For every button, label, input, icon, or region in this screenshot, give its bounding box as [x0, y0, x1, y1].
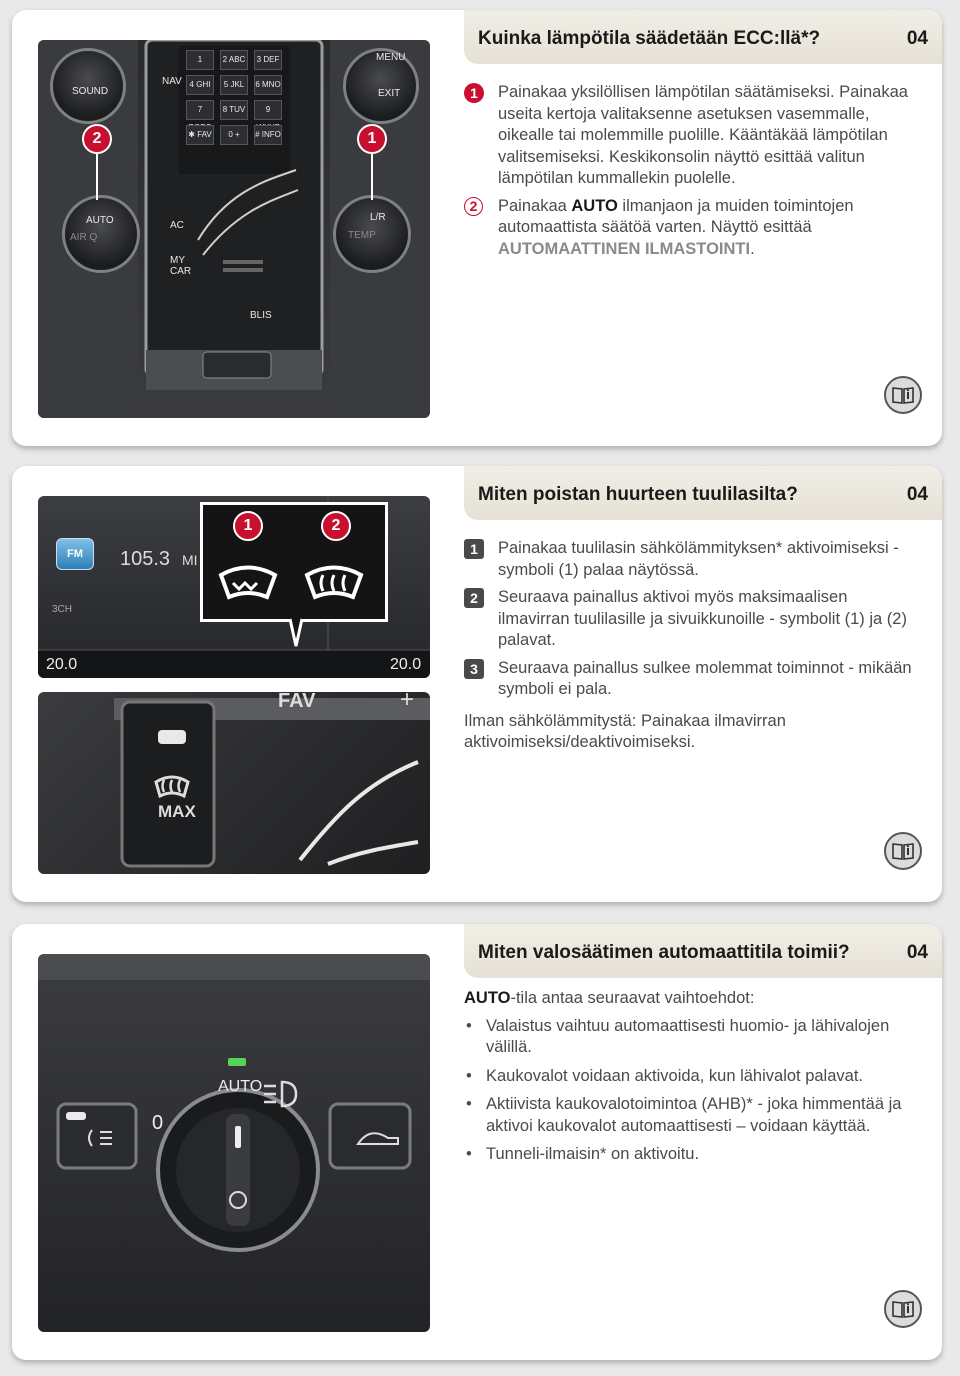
intro-rest: -tila antaa seuraavat vaihtoehdot:	[510, 989, 755, 1007]
list-item: • Aktiivista kaukovalotoimintoa (AHB)* - joka himmentää ja aktivoi kaukovalot automaattisesti – voidaan käyttää.	[464, 1094, 922, 1137]
key-2[interactable]: 2 ABC	[220, 50, 248, 70]
section2-step-1	[464, 538, 922, 581]
display-photo	[38, 496, 430, 678]
keypad	[186, 50, 282, 145]
section2-step-3	[464, 658, 922, 701]
list-item: • Tunneli-ilmaisin* on aktivoitu.	[464, 1144, 922, 1166]
channel-label: 3CH	[52, 604, 73, 615]
step-text-bold: AUTO	[571, 196, 618, 215]
section3-bullets	[464, 1016, 922, 1166]
menu-label: MENU	[376, 52, 406, 63]
step-text-post: .	[750, 239, 755, 258]
lr-label: L/R	[370, 212, 386, 223]
key-9[interactable]: 9	[254, 100, 282, 120]
section2-step-2	[464, 587, 922, 652]
mycar-label: MY CAR	[170, 255, 192, 277]
section1-body	[464, 82, 922, 266]
step-number: 3	[464, 659, 484, 679]
section1-step-2	[464, 196, 922, 261]
list-item: • Valaistus vaihtuu automaattisesti huomio- ja lähivalojen välillä.	[464, 1016, 922, 1059]
marker-1: 1	[357, 124, 387, 154]
list-item: • Kaukovalot voidaan aktivoida, kun lähivalot palavat.	[464, 1066, 922, 1088]
key-0[interactable]: 0 +	[220, 125, 248, 145]
marker-line-1	[371, 150, 373, 200]
key-1[interactable]: 1	[186, 50, 214, 70]
airq-label: AIR Q	[70, 232, 98, 243]
section3-header	[464, 924, 942, 978]
section3-number: 04	[906, 942, 928, 963]
section2-number: 04	[906, 484, 928, 505]
key-4[interactable]: 4 GHI	[186, 75, 214, 95]
fm-icon: FM	[56, 538, 94, 570]
manual-info-icon[interactable]	[884, 832, 922, 870]
temp-right: 20.0	[390, 656, 422, 673]
step-text: Seuraava painallus aktivoi myös maksimaalisen ilmavirran tuulilasille ja sivuikkunoille - symbolit (1) ja (2) palavat.	[498, 588, 907, 649]
section2-note: Ilman sähkölämmitystä: Painakaa ilmavirran aktivoimiseksi/deaktivoimiseksi.	[464, 711, 786, 751]
step-number: 1	[464, 83, 484, 103]
step-text: Seuraava painallus sulkee molemmat toiminnot - mikään symboli ei pala.	[498, 658, 912, 698]
frequency: 105.3	[120, 548, 171, 570]
temp-label: TEMP	[348, 230, 376, 241]
step-number: 2	[464, 197, 483, 216]
section-defrost-windshield	[12, 466, 942, 902]
key-3[interactable]: 3 DEF	[254, 50, 282, 70]
max-defrost-button-photo	[38, 692, 430, 874]
step-text-highlight: AUTOMAATTINEN ILMASTOINTI	[498, 239, 751, 258]
auto-label: AUTO	[86, 215, 114, 226]
key-star[interactable]: ✱ FAV	[186, 125, 214, 145]
key-hash[interactable]: # INFO	[254, 125, 282, 145]
manual-info-icon[interactable]	[884, 376, 922, 414]
exit-label: EXIT	[378, 88, 401, 99]
section3-intro	[464, 988, 922, 1010]
section3-body	[464, 988, 922, 1173]
section2-title: Miten poistan huurteen tuulilasilta?	[478, 484, 798, 505]
section-ecc-temperature	[12, 10, 942, 446]
center-console-photo	[38, 40, 430, 418]
section2-body	[464, 538, 922, 754]
blis-label: BLIS	[250, 310, 272, 321]
sound-label: SOUND	[72, 86, 109, 97]
light-switch-photo	[38, 954, 430, 1332]
inset-marker-1: 1	[233, 511, 263, 541]
ac-label: AC	[170, 220, 184, 231]
temp-left: 20.0	[46, 656, 78, 673]
section-light-auto-mode	[12, 924, 942, 1360]
step-number: 1	[464, 539, 484, 559]
section2-header	[464, 466, 942, 520]
fav-label: FAV	[278, 692, 316, 712]
symbol-inset	[200, 502, 388, 622]
step-number: 2	[464, 588, 484, 608]
frequency-unit: MI	[182, 552, 198, 568]
section1-header	[464, 10, 942, 64]
section1-title: Kuinka lämpötila säädetään ECC:llä*?	[478, 28, 821, 49]
nav-label: NAV	[162, 76, 182, 87]
step-text-pre: Painakaa	[498, 196, 572, 215]
marker-line-2	[96, 150, 98, 200]
max-label[interactable]: MAX	[158, 802, 196, 821]
zero-position-label: 0	[152, 1112, 164, 1134]
intro-bold: AUTO	[464, 989, 511, 1007]
section3-title: Miten valosäätimen automaattitila toimii?	[478, 942, 850, 963]
section1-number: 04	[906, 28, 928, 49]
key-7[interactable]: 7	[186, 100, 214, 120]
manual-info-icon[interactable]	[884, 1290, 922, 1328]
key-8[interactable]: 8 TUV	[220, 100, 248, 120]
step-text: Painakaa tuulilasin sähkölämmityksen* aktivoimiseksi - symboli (1) palaa näytössä.	[498, 539, 899, 579]
step-text: Painakaa yksilöllisen lämpötilan säätämiseksi. Painakaa useita kertoja valitaksenne asetuksen vasemmalle, oikealle tai molemmille puolille. Kääntäkää lämpötilan valitsemiseksi. Keskikonsolin näyttö esittää valitun lämpötilan kummallekin puolelle.	[498, 83, 908, 187]
key-6[interactable]: 6 MNO	[254, 75, 282, 95]
marker-2: 2	[82, 124, 112, 154]
inset-marker-2: 2	[321, 511, 351, 541]
auto-position-label: AUTO	[218, 1078, 263, 1095]
step-text-mid: ilmanjaon ja muiden toimintojen automaattista säätöä varten. Näyttö esittää	[498, 196, 854, 236]
section1-step-1	[464, 82, 922, 190]
key-5[interactable]: 5 JKL	[220, 75, 248, 95]
plus-label: +	[400, 692, 415, 713]
